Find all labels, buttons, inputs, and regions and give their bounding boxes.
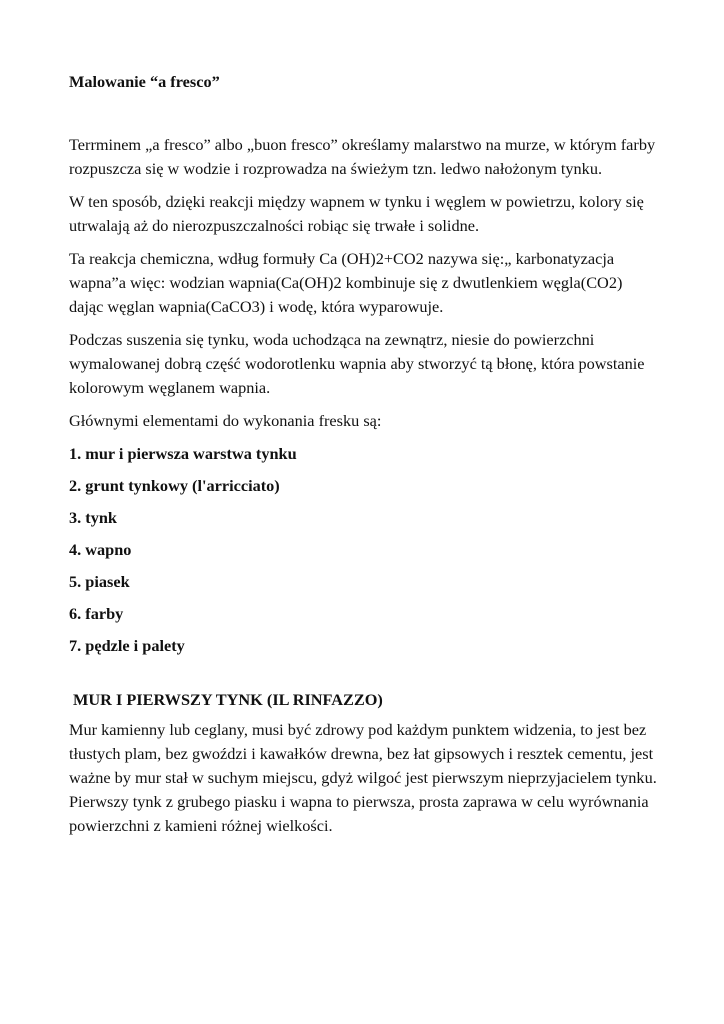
paragraph-formula: Ta reakcja chemiczna, wdług formuły Ca (OH)2+CO2 nazywa się:„ karbonatyzacja wapna”a więc: wodzian wapnia(Ca(OH)2 kombinuje się z dwutlenkiem węgla(CO2) dając węglan wapnia(CaCO3) i wodę, która wyparowuje. [69, 249, 623, 316]
list-item: 2. grunt tynkowy (l'arricciato) [69, 476, 280, 495]
paragraph-elements-intro: Głównymi elementami do wykonania fresku są: [69, 411, 382, 430]
elements-list [69, 442, 659, 658]
paragraph-drying: Podczas suszenia się tynku, woda uchodząca na zewnątrz, niesie do powierzchni wymalowanej dobrą część wodorotlenku wapnia aby stworzyć tą błonę, która powstanie kolorowym węglanem wapnia. [69, 330, 645, 397]
paragraph-reaction: W ten sposób, dzięki reakcji między wapnem w tynku i węglem w powietrzu, kolory się utrwalają aż do nierozpuszczalności robiąc się trwałe i solidne. [69, 192, 644, 235]
list-item: 4. wapno [69, 540, 132, 559]
section-heading: MUR I PIERWSZY TYNK (IL RINFAZZO) [73, 690, 383, 709]
list-item: 5. piasek [69, 572, 130, 591]
paragraph-wall: Mur kamienny lub ceglany, musi być zdrowy pod każdym punktem widzenia, to jest bez tłustych plam, bez gwoździ i kawałków drewna, bez łat gipsowych i resztek cementu, jest ważne by mur stał w suchym miejscu, gdyż wilgoć jest pierwszym nieprzyjacielem tynku. Pierwszy tynk z grubego piasku i wapna to pierwsza, prosta zaprawa w celu wyrównania powierzchni z kamieni różnej wielkości. [69, 720, 657, 835]
list-item: 7. pędzle i palety [69, 636, 185, 655]
paragraph-definition: Terrminem „a fresco” albo „buon fresco” określamy malarstwo na murze, w którym farby rozpuszcza się w wodzie i rozprowadza na świeżym tzn. ledwo nałożonym tynku. [69, 135, 656, 178]
document-body [69, 70, 659, 838]
list-item: 1. mur i pierwsza warstwa tynku [69, 444, 297, 463]
list-item: 3. tynk [69, 508, 117, 527]
list-item: 6. farby [69, 604, 124, 623]
document-title: Malowanie “a fresco” [69, 72, 220, 91]
